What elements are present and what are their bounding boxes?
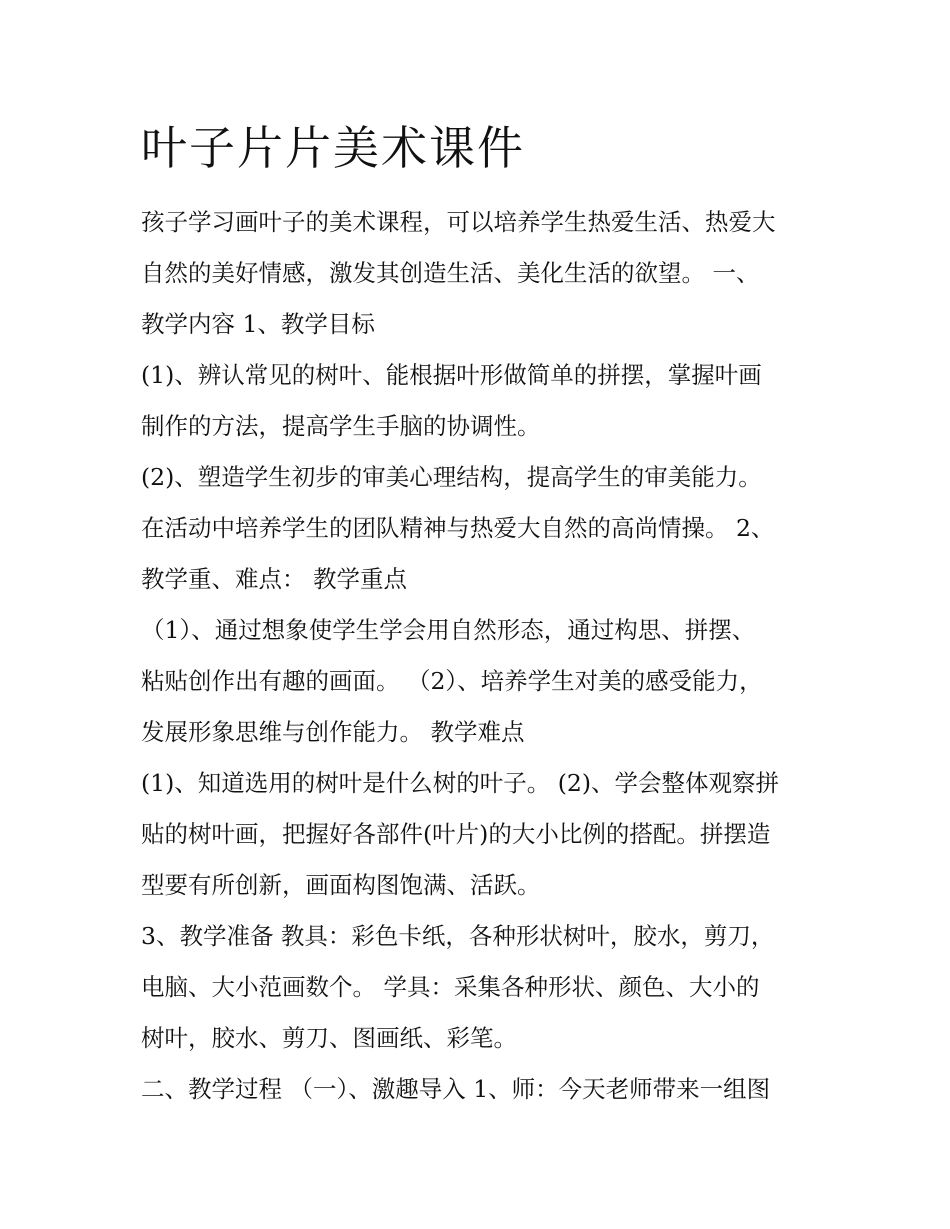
text-line: 制作的方法，提高学生手脑的协调性。: [141, 412, 541, 440]
text-line: (2)、塑造学生初步的审美心理结构，提高学生的审美能力。: [141, 463, 762, 491]
text-line: 发展形象思维与创作能力。 教学难点: [141, 718, 525, 746]
text-line: 孩子学习画叶子的美术课程，可以培养学生热爱生活、热爱大: [141, 208, 776, 236]
text-line: 型要有所创新，画面构图饱满、活跃。: [141, 871, 541, 899]
text-line: 自然的美好情感，激发其创造生活、美化生活的欲望。 一、: [141, 259, 760, 287]
text-line: 在活动中培养学生的团队精神与热爱大自然的高尚情操。 2、: [141, 514, 775, 542]
text-line: 树叶，胶水、剪刀、图画纸、彩笔。: [141, 1024, 517, 1052]
document-body: [141, 197, 821, 1115]
text-line: 3、教学准备 教具：彩色卡纸，各种形状树叶，胶水，剪刀，: [141, 922, 775, 950]
text-line: 贴的树叶画，把握好各部件(叶片)的大小比例的搭配。拼摆造: [141, 820, 771, 848]
text-line: 教学内容 1、教学目标: [141, 310, 375, 338]
text-line: (1)、知道选用的树叶是什么树的叶子。 (2)、学会整体观察拼: [141, 769, 780, 797]
text-line: （1）、通过想象使学生学会用自然形态，通过构思、拼摆、: [141, 616, 756, 644]
document-title: 叶子片片美术课件: [141, 121, 525, 175]
text-line: 电脑、大小范画数个。 学具：采集各种形状、颜色、大小的: [141, 973, 760, 1001]
text-line: 粘贴创作出有趣的画面。 （2）、培养学生对美的感受能力，: [141, 667, 763, 695]
text-line: 教学重、难点： 教学重点: [141, 565, 407, 593]
text-line: (1)、辨认常见的树叶、能根据叶形做简单的拼摆，掌握叶画: [141, 361, 762, 389]
text-line: 二、教学过程 （一）、激趣导入 1、师：今天老师带来一组图: [141, 1075, 771, 1103]
